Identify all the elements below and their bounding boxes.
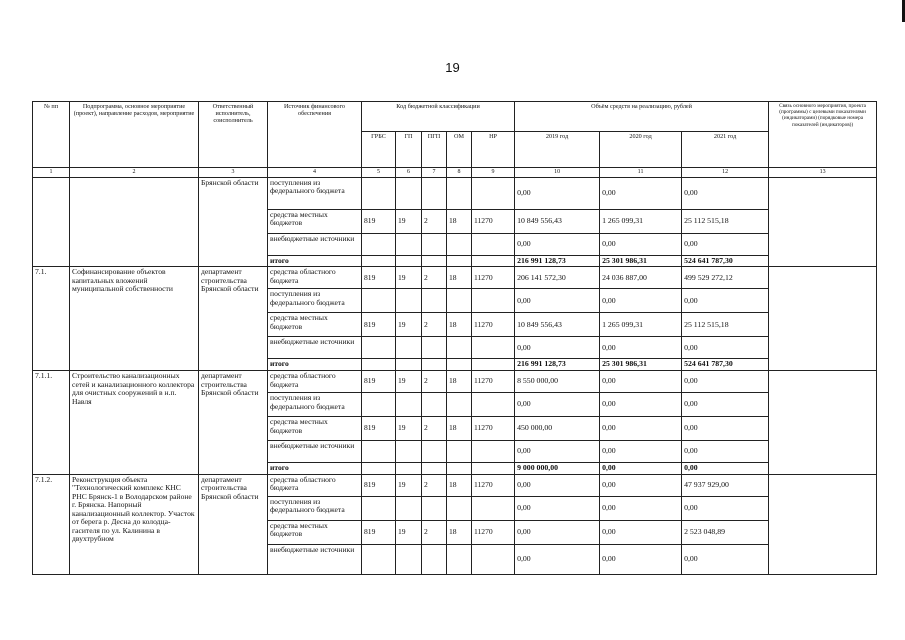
amount-2020: 0,00 — [600, 337, 682, 359]
code-nr: 11270 — [472, 209, 515, 233]
header-2019: 2019 год — [515, 132, 600, 168]
amount-2021: 0,00 — [682, 371, 769, 393]
source-federal: поступления из федерального бюджета — [268, 289, 362, 313]
code-gp: 19 — [396, 267, 422, 289]
amount-2020: 0,00 — [600, 393, 682, 417]
code-gp: 19 — [396, 520, 422, 544]
measure-name — [70, 177, 199, 267]
amount-2021: 0,00 — [682, 544, 769, 574]
code-grbs: 819 — [362, 313, 396, 337]
header-responsible: Ответственный исполнитель, соисполнитель — [199, 102, 268, 168]
header-pgp: ПГП — [422, 132, 447, 168]
col-number: 3 — [199, 168, 268, 178]
source-federal: поступления из федерального бюджета — [268, 177, 362, 209]
header-budget-code: Код бюджетной классификации — [362, 102, 515, 132]
source-regional: средства областного бюджета — [268, 267, 362, 289]
code-nr: 11270 — [472, 474, 515, 496]
amount-2020: 0,00 — [600, 233, 682, 255]
source-total: итого — [268, 463, 362, 475]
row-number: 7.1.2. — [33, 474, 70, 574]
code-nr: 11270 — [472, 417, 515, 441]
amount-2020: 0,00 — [600, 474, 682, 496]
amount-2020: 0,00 — [600, 496, 682, 520]
measure-name: Реконструкция объекта "Технологический комплекс КНС РНС Брянск-1 в Володарском районе г. Брянска. Напорный канализационный коллектор. Участок от берега р. Десна до колодца-гасителя по ул. Калинина в двухтрубном — [70, 474, 199, 574]
amount-2020: 0,00 — [600, 289, 682, 313]
amount-2021: 2 523 048,89 — [682, 520, 769, 544]
source-federal: поступления из федерального бюджета — [268, 496, 362, 520]
amount-2021: 0,00 — [682, 496, 769, 520]
row-number: 7.1. — [33, 267, 70, 371]
code-grbs: 819 — [362, 209, 396, 233]
total-2019: 9 000 000,00 — [515, 463, 600, 475]
code-gp: 19 — [396, 209, 422, 233]
code-pgp: 2 — [422, 417, 447, 441]
amount-2021: 0,00 — [682, 289, 769, 313]
amount-2020: 0,00 — [600, 544, 682, 574]
code-om: 18 — [447, 417, 472, 441]
amount-2019: 0,00 — [515, 520, 600, 544]
total-2021: 524 641 787,30 — [682, 359, 769, 371]
amount-2020: 0,00 — [600, 177, 682, 209]
amount-2020: 0,00 — [600, 520, 682, 544]
total-2021: 0,00 — [682, 463, 769, 475]
page-number: 19 — [445, 60, 460, 75]
amount-2019: 0,00 — [515, 337, 600, 359]
code-om: 18 — [447, 313, 472, 337]
header-2020: 2020 год — [600, 132, 682, 168]
source-total: итого — [268, 359, 362, 371]
source-regional: средства областного бюджета — [268, 474, 362, 496]
amount-2019: 0,00 — [515, 474, 600, 496]
col-number: 7 — [422, 168, 447, 178]
amount-2021: 0,00 — [682, 393, 769, 417]
header-gp: ГП — [396, 132, 422, 168]
code-grbs: 819 — [362, 417, 396, 441]
col-number: 8 — [447, 168, 472, 178]
amount-2019: 0,00 — [515, 233, 600, 255]
code-gp: 19 — [396, 371, 422, 393]
amount-2019: 0,00 — [515, 393, 600, 417]
responsible-executor: департамент строительства Брянской области — [199, 267, 268, 371]
total-2021: 524 641 787,30 — [682, 255, 769, 267]
code-nr: 11270 — [472, 520, 515, 544]
amount-2019: 206 141 572,30 — [515, 267, 600, 289]
code-gp: 19 — [396, 417, 422, 441]
total-2020: 25 301 986,31 — [600, 359, 682, 371]
source-federal: поступления из федерального бюджета — [268, 393, 362, 417]
row-number: 7.1.1. — [33, 371, 70, 475]
code-grbs: 819 — [362, 520, 396, 544]
amount-2019: 0,00 — [515, 441, 600, 463]
indicator-link — [769, 371, 877, 475]
amount-2021: 47 937 929,00 — [682, 474, 769, 496]
header-link: Связь основного мероприятия, проекта (программы) с целевыми показателями (индикаторами) (порядковые номера показателей (индикаторов)) — [769, 102, 877, 168]
code-grbs: 819 — [362, 371, 396, 393]
header-nr: НР — [472, 132, 515, 168]
code-om: 18 — [447, 209, 472, 233]
header-2021: 2021 год — [682, 132, 769, 168]
col-number: 2 — [70, 168, 199, 178]
amount-2021: 0,00 — [682, 417, 769, 441]
budget-table — [32, 101, 877, 575]
col-number: 6 — [396, 168, 422, 178]
code-pgp: 2 — [422, 209, 447, 233]
indicator-link — [769, 177, 877, 267]
col-number: 11 — [600, 168, 682, 178]
code-om: 18 — [447, 474, 472, 496]
total-2020: 25 301 986,31 — [600, 255, 682, 267]
code-om: 18 — [447, 371, 472, 393]
amount-2021: 0,00 — [682, 441, 769, 463]
source-local: средства местных бюджетов — [268, 417, 362, 441]
source-local: средства местных бюджетов — [268, 520, 362, 544]
indicator-link — [769, 267, 877, 371]
header-amount: Объём средств на реализацию, рублей — [515, 102, 769, 132]
header-source: Источник финансового обеспечения — [268, 102, 362, 168]
source-local: средства местных бюджетов — [268, 313, 362, 337]
responsible-executor: Брянской области — [199, 177, 268, 267]
total-2019: 216 991 128,73 — [515, 359, 600, 371]
measure-name: Строительство канализационных сетей и канализационного коллектора для очистных сооружений в н.п. Навля — [70, 371, 199, 475]
responsible-executor: департамент строительства Брянской области — [199, 371, 268, 475]
header-om: ОМ — [447, 132, 472, 168]
col-number: 10 — [515, 168, 600, 178]
code-gp: 19 — [396, 474, 422, 496]
header-program: Подпрограмма, основное мероприятие (проект), направление расходов, мероприятие — [70, 102, 199, 168]
col-number: 1 — [33, 168, 70, 178]
source-extra: внебюджетные источники — [268, 441, 362, 463]
amount-2019: 0,00 — [515, 177, 600, 209]
amount-2021: 0,00 — [682, 177, 769, 209]
source-extra: внебюджетные источники — [268, 337, 362, 359]
col-number: 4 — [268, 168, 362, 178]
responsible-executor: департамент строительства Брянской области — [199, 474, 268, 574]
code-grbs: 819 — [362, 474, 396, 496]
source-extra: внебюджетные источники — [268, 233, 362, 255]
measure-name: Софинансирование объектов капитальных вложений муниципальной собственности — [70, 267, 199, 371]
code-nr: 11270 — [472, 267, 515, 289]
amount-2019: 0,00 — [515, 544, 600, 574]
code-om: 18 — [447, 267, 472, 289]
row-number — [33, 177, 70, 267]
indicator-link — [769, 474, 877, 574]
amount-2020: 0,00 — [600, 441, 682, 463]
code-pgp: 2 — [422, 371, 447, 393]
total-2019: 216 991 128,73 — [515, 255, 600, 267]
source-regional: средства областного бюджета — [268, 371, 362, 393]
header-grbs: ГРБС — [362, 132, 396, 168]
amount-2019: 10 849 556,43 — [515, 313, 600, 337]
header-no: № пп — [33, 102, 70, 168]
code-nr: 11270 — [472, 313, 515, 337]
code-grbs: 819 — [362, 267, 396, 289]
code-nr: 11270 — [472, 371, 515, 393]
col-number: 9 — [472, 168, 515, 178]
amount-2021: 0,00 — [682, 233, 769, 255]
source-extra: внебюджетные источники — [268, 544, 362, 574]
amount-2019: 450 000,00 — [515, 417, 600, 441]
amount-2019: 0,00 — [515, 289, 600, 313]
amount-2019: 0,00 — [515, 496, 600, 520]
col-number: 12 — [682, 168, 769, 178]
source-local: средства местных бюджетов — [268, 209, 362, 233]
amount-2020: 1 265 099,31 — [600, 313, 682, 337]
amount-2020: 0,00 — [600, 371, 682, 393]
code-pgp: 2 — [422, 474, 447, 496]
source-total: итого — [268, 255, 362, 267]
amount-2019: 10 849 556,43 — [515, 209, 600, 233]
amount-2019: 8 550 000,00 — [515, 371, 600, 393]
code-pgp: 2 — [422, 313, 447, 337]
code-gp: 19 — [396, 313, 422, 337]
code-om: 18 — [447, 520, 472, 544]
amount-2021: 499 529 272,12 — [682, 267, 769, 289]
amount-2020: 0,00 — [600, 417, 682, 441]
total-2020: 0,00 — [600, 463, 682, 475]
code-pgp: 2 — [422, 520, 447, 544]
amount-2021: 25 112 515,18 — [682, 209, 769, 233]
amount-2021: 25 112 515,18 — [682, 313, 769, 337]
col-number: 5 — [362, 168, 396, 178]
amount-2020: 1 265 099,31 — [600, 209, 682, 233]
code-pgp: 2 — [422, 267, 447, 289]
col-number: 13 — [769, 168, 877, 178]
amount-2021: 0,00 — [682, 337, 769, 359]
amount-2020: 24 036 887,00 — [600, 267, 682, 289]
